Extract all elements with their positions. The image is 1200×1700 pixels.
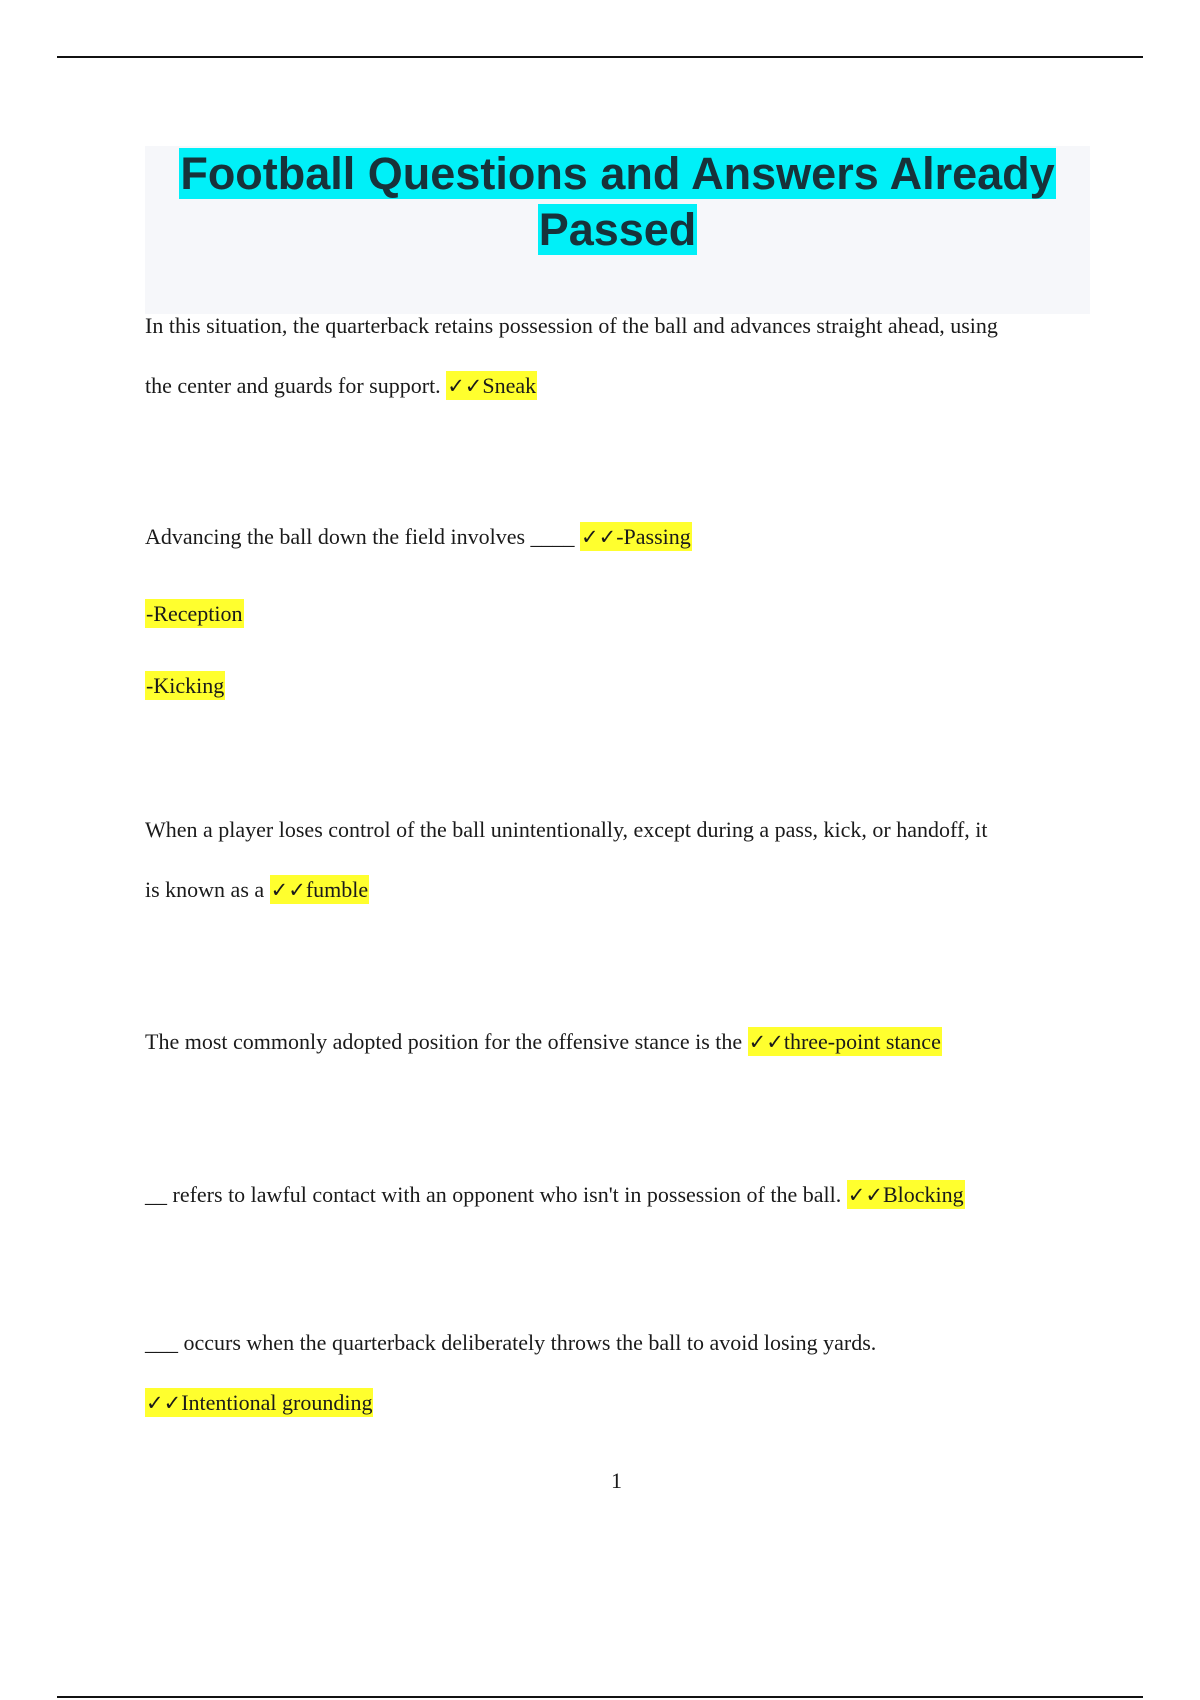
answer-1-text: Sneak <box>482 373 537 398</box>
answer-2-extra-2 <box>145 656 225 716</box>
question-1-line-2 <box>145 356 537 416</box>
answer-6-line <box>145 1373 373 1433</box>
title-block <box>145 146 1090 314</box>
question-5-text: __ refers to lawful contact with an opponent who isn't in possession of the ball. <box>145 1182 842 1207</box>
page-number: 1 <box>611 1468 622 1493</box>
check-icon: ✓✓ <box>581 525 617 549</box>
question-2 <box>145 507 692 567</box>
answer-6-text: Intentional grounding <box>181 1390 373 1415</box>
check-icon: ✓✓ <box>847 1183 883 1207</box>
answer-5-text: Blocking <box>882 1182 964 1207</box>
answer-2-kicking: -Kicking <box>146 673 225 698</box>
page-title-line-2: Passed <box>538 204 697 255</box>
answer-2-extra-1 <box>145 584 244 644</box>
answer-5 <box>847 1180 965 1209</box>
answer-4-text: three-point stance <box>783 1029 941 1054</box>
question-3-line-1: When a player loses control of the ball unintentionally, except during a pass, kick, or handoff, it <box>145 817 988 842</box>
answer-2-reception: -Reception <box>146 601 243 626</box>
question-5 <box>145 1165 965 1225</box>
question-2-text: Advancing the ball down the field involves ____ <box>145 524 575 549</box>
check-icon: ✓✓ <box>748 1030 784 1054</box>
question-3-text: is known as a <box>145 877 265 902</box>
header-rule <box>57 56 1143 58</box>
question-4-text: The most commonly adopted position for the offensive stance is the <box>145 1029 743 1054</box>
answer-4 <box>748 1027 942 1056</box>
answer-2 <box>580 522 692 551</box>
answer-3-text: fumble <box>305 877 369 902</box>
question-6: ___ occurs when the quarterback deliberately throws the ball to avoid losing yards. <box>145 1330 877 1355</box>
question-4 <box>145 1012 942 1072</box>
question-1-text: the center and guards for support. <box>145 373 441 398</box>
question-3-line-2 <box>145 860 369 920</box>
check-icon: ✓✓ <box>146 1391 182 1415</box>
page-title-line-1: Football Questions and Answers Already <box>180 148 1055 199</box>
answer-1 <box>446 371 537 400</box>
check-icon: ✓✓ <box>270 878 306 902</box>
answer-2-text: -Passing <box>616 524 691 549</box>
check-icon: ✓✓ <box>447 374 483 398</box>
question-1-line-1: In this situation, the quarterback retains possession of the ball and advances straight ahead, using <box>145 313 998 338</box>
footer-rule <box>57 1696 1143 1698</box>
answer-3 <box>270 875 370 904</box>
answer-6 <box>145 1388 373 1417</box>
